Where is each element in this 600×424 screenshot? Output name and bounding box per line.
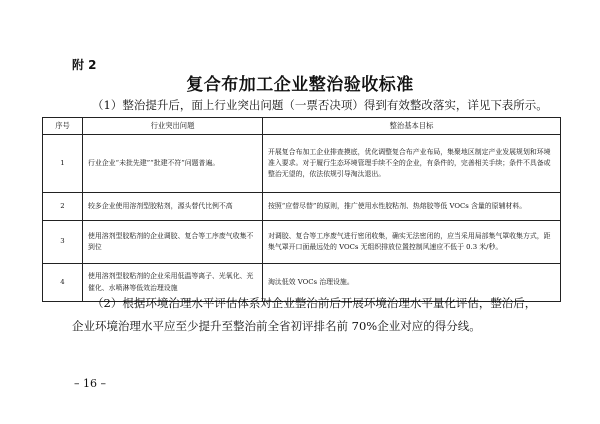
table-row: [43, 135, 561, 193]
row-goal: 淘汰低效 VOCs 治理设施。: [263, 264, 561, 302]
attachment-label: 附 2: [72, 58, 97, 72]
row-issue: 较多企业使用溶剂型胶粘剂，源头替代比例不高: [83, 193, 263, 221]
row-goal: 对调胶、复合等工序废气进行密闭收集，确实无法密闭的，应当采用局部集气罩收集方式，距集气罩开口面最远处的 VOCs 无组织排放位置控制风速应不低于 0.3 米/秒。: [263, 221, 561, 264]
header-no: 序号: [43, 118, 83, 135]
row-issue: 使用溶剂型胶粘剂的企业调胶、复合等工序废气收集不到位: [83, 221, 263, 264]
row-number: 4: [43, 264, 83, 302]
standards-table: [42, 117, 561, 302]
table-row: [43, 193, 561, 221]
row-number: 1: [43, 135, 83, 193]
paragraph-2-line-2: 企业环境治理水平应至少提升至整治前全省初评排名前 70%企业对应的得分线。: [72, 319, 481, 333]
row-number: 2: [43, 193, 83, 221]
row-number: 3: [43, 221, 83, 264]
row-goal: 按照“应替尽替”的原则，推广使用水性胶粘剂、热熔胶等低 VOCs 含量的原辅材料。: [263, 193, 561, 221]
row-goal: 开展复合布加工企业排查摸底，优化调整复合布产业布局，集聚地区制定产业发展规划和环境准入要求。对于履行生态环境管理手续不全的企业，有条件的，完善相关手续；条件不具备或整治无望的，依法依规引导淘汰退出。: [263, 135, 561, 193]
table-row: [43, 221, 561, 264]
table-header-row: [43, 118, 561, 135]
header-issue: 行业突出问题: [83, 118, 263, 135]
intro-paragraph: （1）整治提升后，面上行业突出问题（一票否决项）得到有效整改落实，详见下表所示。: [92, 98, 548, 112]
document-title: 复合布加工企业整治验收标准: [186, 75, 414, 95]
row-issue: 使用溶剂型胶粘剂的企业采用低温等离子、光氧化、光催化、水喷淋等低效治理设施: [83, 264, 263, 302]
page-number: – 16 –: [74, 377, 106, 390]
paragraph-2-line-1: （2）根据环境治理水平评估体系对企业整治前后开展环境治理水平量化评估，整治后，: [92, 296, 537, 310]
header-goal: 整治基本目标: [263, 118, 561, 135]
row-issue: 行业企业“未批先建”“批建不符”问题普遍。: [83, 135, 263, 193]
